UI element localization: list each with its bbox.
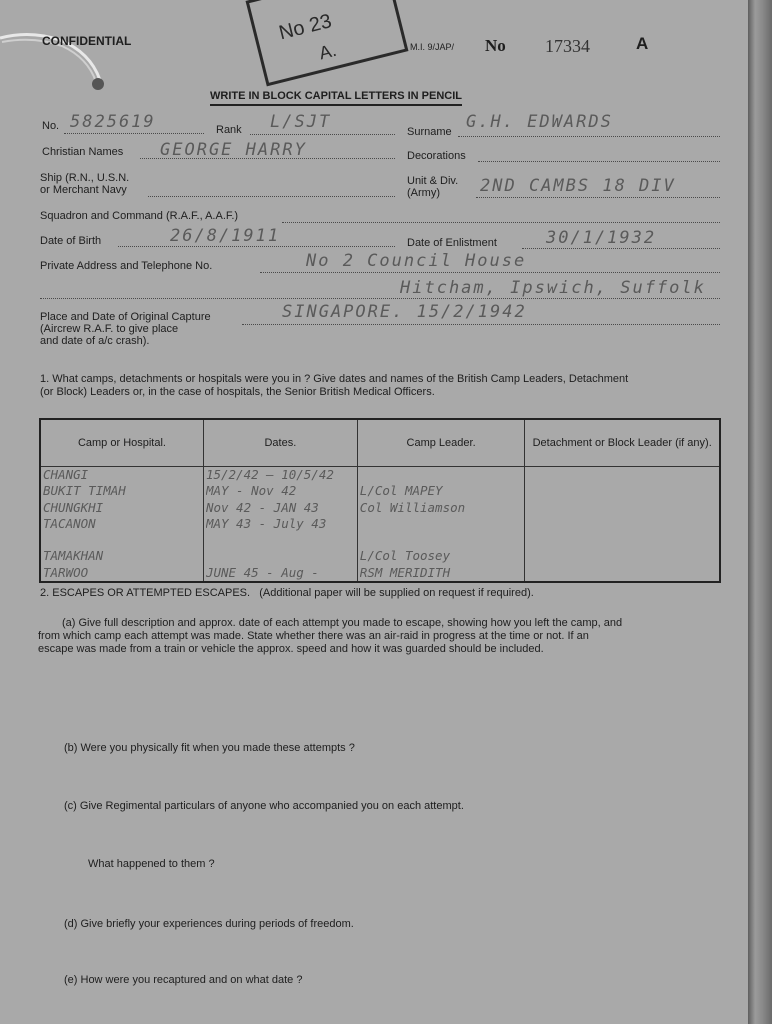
date-entry: MAY - Nov 42 <box>205 483 297 499</box>
header-camp: Camp or Hospital. <box>40 419 203 467</box>
question-2-heading: 2. ESCAPES OR ATTEMPTED ESCAPES. (Additional paper will be supplied on request if required). <box>40 587 534 599</box>
date-entry <box>206 548 355 564</box>
unit-value: 2ND CAMBS 18 DIV <box>480 176 676 196</box>
number-label: No <box>485 36 506 55</box>
no-label: No. <box>42 120 60 132</box>
leader-entry: L/Col Toosey <box>359 548 451 564</box>
leader-entry <box>360 532 523 548</box>
camp-entry: TAMAKHAN <box>43 548 104 564</box>
surname-value: G.H. EDWARDS <box>466 112 613 132</box>
capture-value: SINGAPORE. 15/2/1942 <box>282 302 527 322</box>
camp-entry: CHUNGKHI <box>43 499 104 515</box>
leader-entry <box>360 467 523 483</box>
form-suffix: A <box>636 34 649 53</box>
camp-entry: BUKIT TIMAH <box>43 483 126 499</box>
enlistment-label: Date of Enlistment <box>407 237 497 249</box>
enlistment-value: 30/1/1932 <box>546 228 657 248</box>
question-2a: (a) Give full description and approx. date of each attempt you made to escape, showing how you left the camp, and from which camp each attempt was made. State whether there was an air-raid in progress at the time or not. If an escape was made from a train or vehicle the approx. speed and how it was guarded should be included. <box>38 617 623 655</box>
leader-entry: Col Williamson <box>359 499 466 515</box>
capture-label: Place and Date of Original Capture (Aircrew R.A.F. to give place and date of a/c crash). <box>40 311 211 347</box>
leader-column <box>357 467 525 583</box>
detachment-column <box>525 467 720 583</box>
unit-label: Unit & Div. (Army) <box>407 175 459 199</box>
header-detachment-leader: Detachment or Block Leader (if any). <box>525 419 720 467</box>
address-label: Private Address and Telephone No. <box>40 260 213 272</box>
question-1: 1. What camps, detachments or hospitals were you in ? Give dates and names of the British Camp Leaders, Detachment (or Block) Leaders or, in the case of hospitals, the Senior British Medical Officers. <box>40 373 629 398</box>
surname-label: Surname <box>407 126 452 138</box>
decorations-label: Decorations <box>407 150 466 162</box>
camps-table <box>39 418 721 583</box>
leader-entry <box>360 516 523 532</box>
header-camp-leader: Camp Leader. <box>357 419 525 467</box>
question-2b: (b) Were you physically fit when you made these attempts ? <box>64 742 355 754</box>
address-line-2: Hitcham, Ipswich, Suffolk <box>400 278 706 298</box>
dob-label: Date of Birth <box>40 235 102 247</box>
christian-names-value: GEORGE HARRY <box>160 140 307 160</box>
reference-stamp <box>246 0 409 86</box>
date-entry: MAY 43 - July 43 <box>205 515 327 531</box>
question-2e: (e) How were you recaptured and on what date ? <box>64 974 303 986</box>
no-value: 5825619 <box>70 112 156 132</box>
classification-label: CONFIDENTIAL <box>42 34 132 48</box>
stamp-number: No 23 <box>276 10 334 45</box>
instruction-heading: WRITE IN BLOCK CAPITAL LETTERS IN PENCIL <box>210 90 462 106</box>
question-2c-followup: What happened to them ? <box>88 858 215 870</box>
date-entry: Nov 42 - JAN 43 <box>205 499 319 515</box>
squadron-label: Squadron and Command (R.A.F., A.A.F.) <box>40 210 239 222</box>
camp-column <box>40 467 203 583</box>
header-dates: Dates. <box>203 419 357 467</box>
dates-column <box>203 467 357 583</box>
stamp-letter: A. <box>317 39 339 64</box>
form-code: M.I. 9/JAP/ <box>410 42 455 52</box>
date-entry: JUNE 45 - Aug - <box>205 564 319 580</box>
leader-entry: RSM MERIDITH <box>359 564 451 580</box>
address-line-1: No 2 Council House <box>306 251 527 271</box>
rank-value: L/SJT <box>270 112 332 132</box>
ship-label: Ship (R.N., U.S.N. or Merchant Navy <box>40 172 130 196</box>
dob-value: 26/8/1911 <box>170 226 281 246</box>
date-entry <box>206 532 355 548</box>
camp-entry <box>43 532 201 548</box>
camp-entry: TARWOO <box>43 564 89 580</box>
date-entry: 15/2/42 — 10/5/42 <box>205 467 334 482</box>
rank-label: Rank <box>216 124 242 136</box>
question-2d: (d) Give briefly your experiences during periods of freedom. <box>64 918 354 930</box>
page-stack-edge <box>748 0 772 1024</box>
camp-entry: CHANGI <box>43 467 89 482</box>
christian-names-label: Christian Names <box>42 146 124 158</box>
leader-entry: L/Col MAPEY <box>359 483 443 499</box>
form-number: 17334 <box>545 36 590 56</box>
question-2c: (c) Give Regimental particulars of anyone who accompanied you on each attempt. <box>64 800 464 812</box>
camp-entry: TACANON <box>43 515 96 531</box>
